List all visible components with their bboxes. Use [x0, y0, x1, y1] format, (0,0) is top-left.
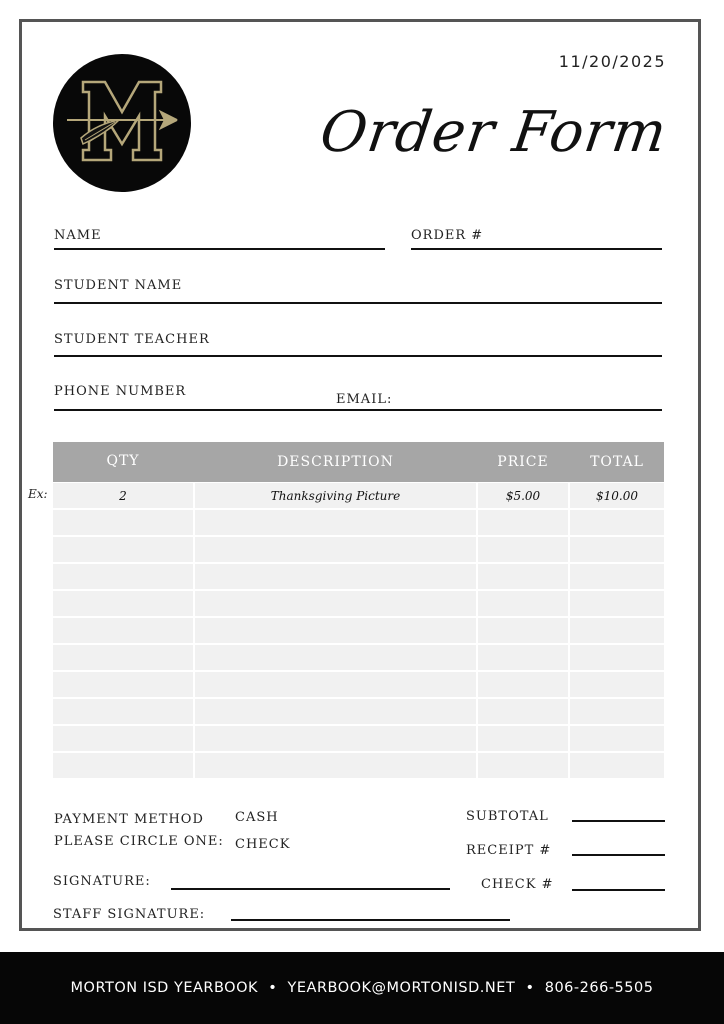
- description-cell[interactable]: [195, 537, 476, 562]
- total-cell[interactable]: [570, 672, 664, 697]
- total-cell[interactable]: [570, 753, 664, 778]
- description-cell[interactable]: [195, 618, 476, 643]
- footer-org: MORTON ISD YEARBOOK: [70, 980, 258, 996]
- name-label: NAME: [54, 228, 102, 243]
- student-teacher-field[interactable]: [54, 355, 662, 357]
- footer-contact: [0, 952, 724, 1024]
- phone-label: PHONE NUMBER: [54, 384, 187, 399]
- description-cell[interactable]: [195, 510, 476, 535]
- example-qty: 2: [53, 483, 193, 508]
- order-number-label: ORDER #: [411, 228, 484, 243]
- table-row[interactable]: [53, 699, 664, 724]
- table-row[interactable]: [53, 510, 664, 535]
- email-label: EMAIL:: [336, 392, 393, 407]
- total-cell[interactable]: [570, 618, 664, 643]
- description-cell[interactable]: [195, 753, 476, 778]
- example-row: [53, 483, 664, 508]
- total-header: TOTAL: [590, 454, 644, 470]
- order-number-field[interactable]: [411, 248, 662, 250]
- date: 11/20/2025: [558, 52, 666, 71]
- price-cell[interactable]: [478, 726, 568, 751]
- table-row[interactable]: [53, 564, 664, 589]
- student-name-label: STUDENT NAME: [54, 278, 183, 293]
- qty-cell[interactable]: [53, 564, 193, 589]
- student-name-field[interactable]: [54, 302, 662, 304]
- table-row[interactable]: [53, 726, 664, 751]
- table-row[interactable]: [53, 537, 664, 562]
- m-arrow-logo-icon: [53, 54, 191, 192]
- price-cell[interactable]: [478, 699, 568, 724]
- order-table: [53, 482, 664, 778]
- total-cell[interactable]: [570, 537, 664, 562]
- footer: [0, 952, 724, 1024]
- price-cell[interactable]: [478, 537, 568, 562]
- check-option[interactable]: CHECK: [235, 837, 291, 852]
- total-cell[interactable]: [570, 591, 664, 616]
- staff-signature-field[interactable]: [231, 919, 510, 921]
- price-cell[interactable]: [478, 591, 568, 616]
- table-row[interactable]: [53, 618, 664, 643]
- description-cell[interactable]: [195, 672, 476, 697]
- example-total: $10.00: [570, 483, 664, 508]
- page-title: Order Form: [316, 100, 672, 165]
- total-cell[interactable]: [570, 726, 664, 751]
- payment-method-label: PAYMENT METHOD: [54, 812, 204, 827]
- total-cell[interactable]: [570, 645, 664, 670]
- subtotal-label: SUBTOTAL: [466, 809, 549, 824]
- qty-cell[interactable]: [53, 726, 193, 751]
- qty-cell[interactable]: [53, 618, 193, 643]
- qty-header: QTY: [106, 453, 140, 469]
- example-label: Ex:: [28, 487, 48, 501]
- footer-separator: •: [268, 980, 278, 996]
- signature-label: SIGNATURE:: [53, 874, 151, 889]
- signature-field[interactable]: [171, 888, 450, 890]
- table-row[interactable]: [53, 753, 664, 778]
- footer-phone[interactable]: 806-266-5505: [544, 980, 654, 996]
- receipt-field[interactable]: [572, 854, 665, 856]
- student-teacher-label: STUDENT TEACHER: [54, 332, 210, 347]
- price-cell[interactable]: [478, 510, 568, 535]
- receipt-label: RECEIPT #: [466, 843, 552, 858]
- circle-one-label: PLEASE CIRCLE ONE:: [54, 834, 224, 849]
- price-cell[interactable]: [478, 672, 568, 697]
- school-logo: [53, 54, 191, 192]
- footer-separator: •: [525, 980, 535, 996]
- description-cell[interactable]: [195, 699, 476, 724]
- price-header: PRICE: [497, 454, 549, 470]
- table-row[interactable]: [53, 645, 664, 670]
- example-price: $5.00: [478, 483, 568, 508]
- qty-cell[interactable]: [53, 510, 193, 535]
- price-cell[interactable]: [478, 753, 568, 778]
- table-row[interactable]: [53, 591, 664, 616]
- footer-email[interactable]: YEARBOOK@MORTONISD.NET: [287, 980, 516, 996]
- table-row[interactable]: [53, 672, 664, 697]
- price-cell[interactable]: [478, 645, 568, 670]
- description-cell[interactable]: [195, 564, 476, 589]
- qty-cell[interactable]: [53, 672, 193, 697]
- name-field[interactable]: [54, 248, 385, 250]
- qty-cell[interactable]: [53, 537, 193, 562]
- description-header: DESCRIPTION: [277, 454, 394, 470]
- qty-cell[interactable]: [53, 753, 193, 778]
- total-cell[interactable]: [570, 510, 664, 535]
- cash-option[interactable]: CASH: [235, 810, 279, 825]
- qty-cell[interactable]: [53, 591, 193, 616]
- description-cell[interactable]: [195, 645, 476, 670]
- staff-signature-label: STAFF SIGNATURE:: [53, 907, 206, 922]
- description-cell[interactable]: [195, 726, 476, 751]
- example-description: Thanksgiving Picture: [195, 483, 476, 508]
- qty-cell[interactable]: [53, 645, 193, 670]
- description-cell[interactable]: [195, 591, 476, 616]
- qty-cell[interactable]: [53, 699, 193, 724]
- table-header: [53, 442, 664, 482]
- check-number-field[interactable]: [572, 889, 665, 891]
- check-number-label: CHECK #: [481, 877, 554, 892]
- price-cell[interactable]: [478, 564, 568, 589]
- subtotal-field[interactable]: [572, 820, 665, 822]
- total-cell[interactable]: [570, 699, 664, 724]
- total-cell[interactable]: [570, 564, 664, 589]
- phone-email-field[interactable]: [54, 409, 662, 411]
- price-cell[interactable]: [478, 618, 568, 643]
